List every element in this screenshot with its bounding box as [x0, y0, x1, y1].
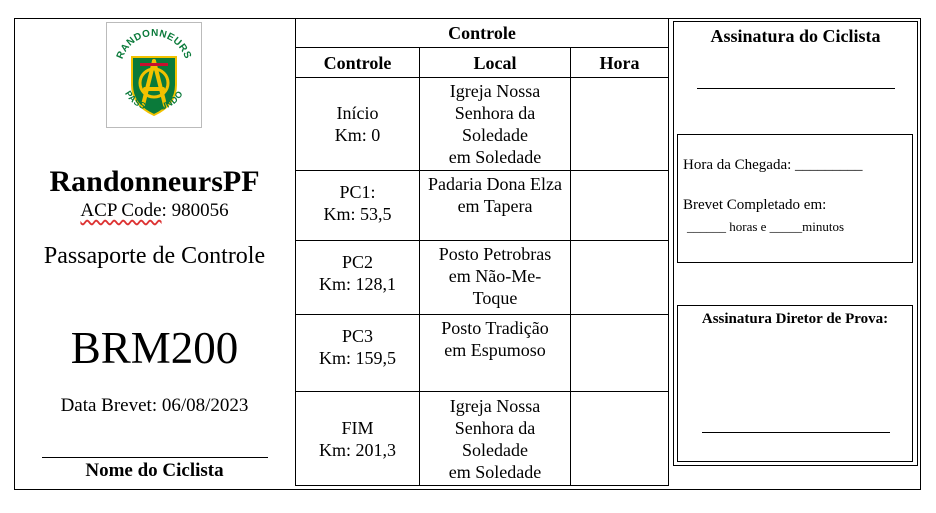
control-table — [295, 18, 669, 486]
time-cell[interactable] — [571, 315, 669, 392]
table-row — [296, 78, 669, 171]
control-km: Km: 128,1 — [318, 274, 396, 294]
control-km: Km: 53,5 — [323, 204, 392, 224]
acp-code-value: : 980056 — [161, 200, 229, 221]
table-row — [296, 171, 669, 241]
time-cell[interactable] — [571, 78, 669, 171]
place-line: Padaria Dona Elza — [428, 174, 562, 194]
control-cell — [296, 315, 420, 392]
place-line: Posto Tradição — [441, 318, 549, 338]
control-cell — [296, 171, 420, 241]
place-line: em Soledade — [448, 147, 542, 167]
header-place: Local — [420, 48, 571, 78]
place-line: em Soledade — [448, 461, 542, 482]
director-signature-line[interactable] — [702, 432, 890, 433]
control-km: Km: 0 — [334, 125, 381, 145]
arrival-time-field[interactable]: Hora da Chegada: _________ — [683, 157, 863, 173]
rider-signature-title: Assinatura do Ciclista — [710, 26, 881, 46]
club-name: RandonneursPF — [49, 165, 260, 198]
time-cell[interactable] — [571, 241, 669, 315]
completed-in-label: Brevet Completado em: — [683, 197, 827, 213]
logo-top-text: RANDONNEURS — [114, 27, 194, 61]
control-name: Início — [336, 103, 379, 123]
director-signature-title: Assinatura Diretor de Prova: — [701, 311, 889, 327]
place-line: em Tapera — [457, 196, 533, 216]
control-table-title: Controle — [296, 19, 669, 48]
place-line: Posto Petrobras — [438, 244, 552, 264]
place-line: Soledade — [462, 439, 528, 460]
place-cell — [420, 241, 571, 315]
place-line: em Não-Me- — [448, 266, 542, 286]
rider-name-line[interactable] — [42, 457, 268, 458]
time-cell[interactable] — [571, 171, 669, 241]
place-line: Soledade — [462, 125, 528, 145]
acp-code-label: ACP Code — [80, 200, 162, 221]
place-line: Toque — [472, 288, 518, 308]
header-control: Controle — [296, 48, 420, 78]
acp-code — [14, 200, 295, 222]
place-cell — [420, 315, 571, 392]
place-line: Igreja Nossa — [449, 81, 541, 101]
control-cell — [296, 78, 420, 171]
director-signature-box — [677, 305, 913, 462]
rider-signature-line[interactable] — [697, 88, 895, 89]
place-line: Igreja Nossa — [449, 395, 541, 416]
time-cell[interactable] — [571, 392, 669, 486]
control-cell — [296, 241, 420, 315]
control-cell — [296, 392, 420, 486]
control-name: PC1: — [339, 182, 376, 202]
place-line: Senhora da — [454, 417, 536, 438]
brevet-date: Data Brevet: 06/08/2023 — [60, 395, 249, 416]
svg-text:RANDONNEURS — [115, 28, 193, 61]
table-row — [296, 241, 669, 315]
rider-name-label: Nome do Ciclista — [85, 460, 224, 481]
place-line: em Espumoso — [444, 340, 546, 360]
place-cell — [420, 78, 571, 171]
passport-title: Passaporte de Controle — [43, 243, 266, 269]
logo-bottom-text: PASSO FUNDO — [123, 88, 185, 113]
duration-field[interactable]: ______ horas e _____minutos — [687, 219, 845, 234]
table-row — [296, 392, 669, 486]
header-time: Hora — [571, 48, 669, 78]
control-name: PC2 — [341, 252, 374, 272]
brevet-name: BRM200 — [70, 323, 239, 373]
control-name: FIM — [341, 417, 374, 438]
control-km: Km: 201,3 — [318, 439, 396, 460]
control-km: Km: 159,5 — [318, 348, 396, 368]
place-cell — [420, 392, 571, 486]
place-cell — [420, 171, 571, 241]
control-name: PC3 — [341, 326, 374, 346]
table-row — [296, 315, 669, 392]
randonneurs-emblem-icon — [107, 23, 201, 127]
place-line: Senhora da — [454, 103, 536, 123]
club-logo — [106, 22, 202, 128]
